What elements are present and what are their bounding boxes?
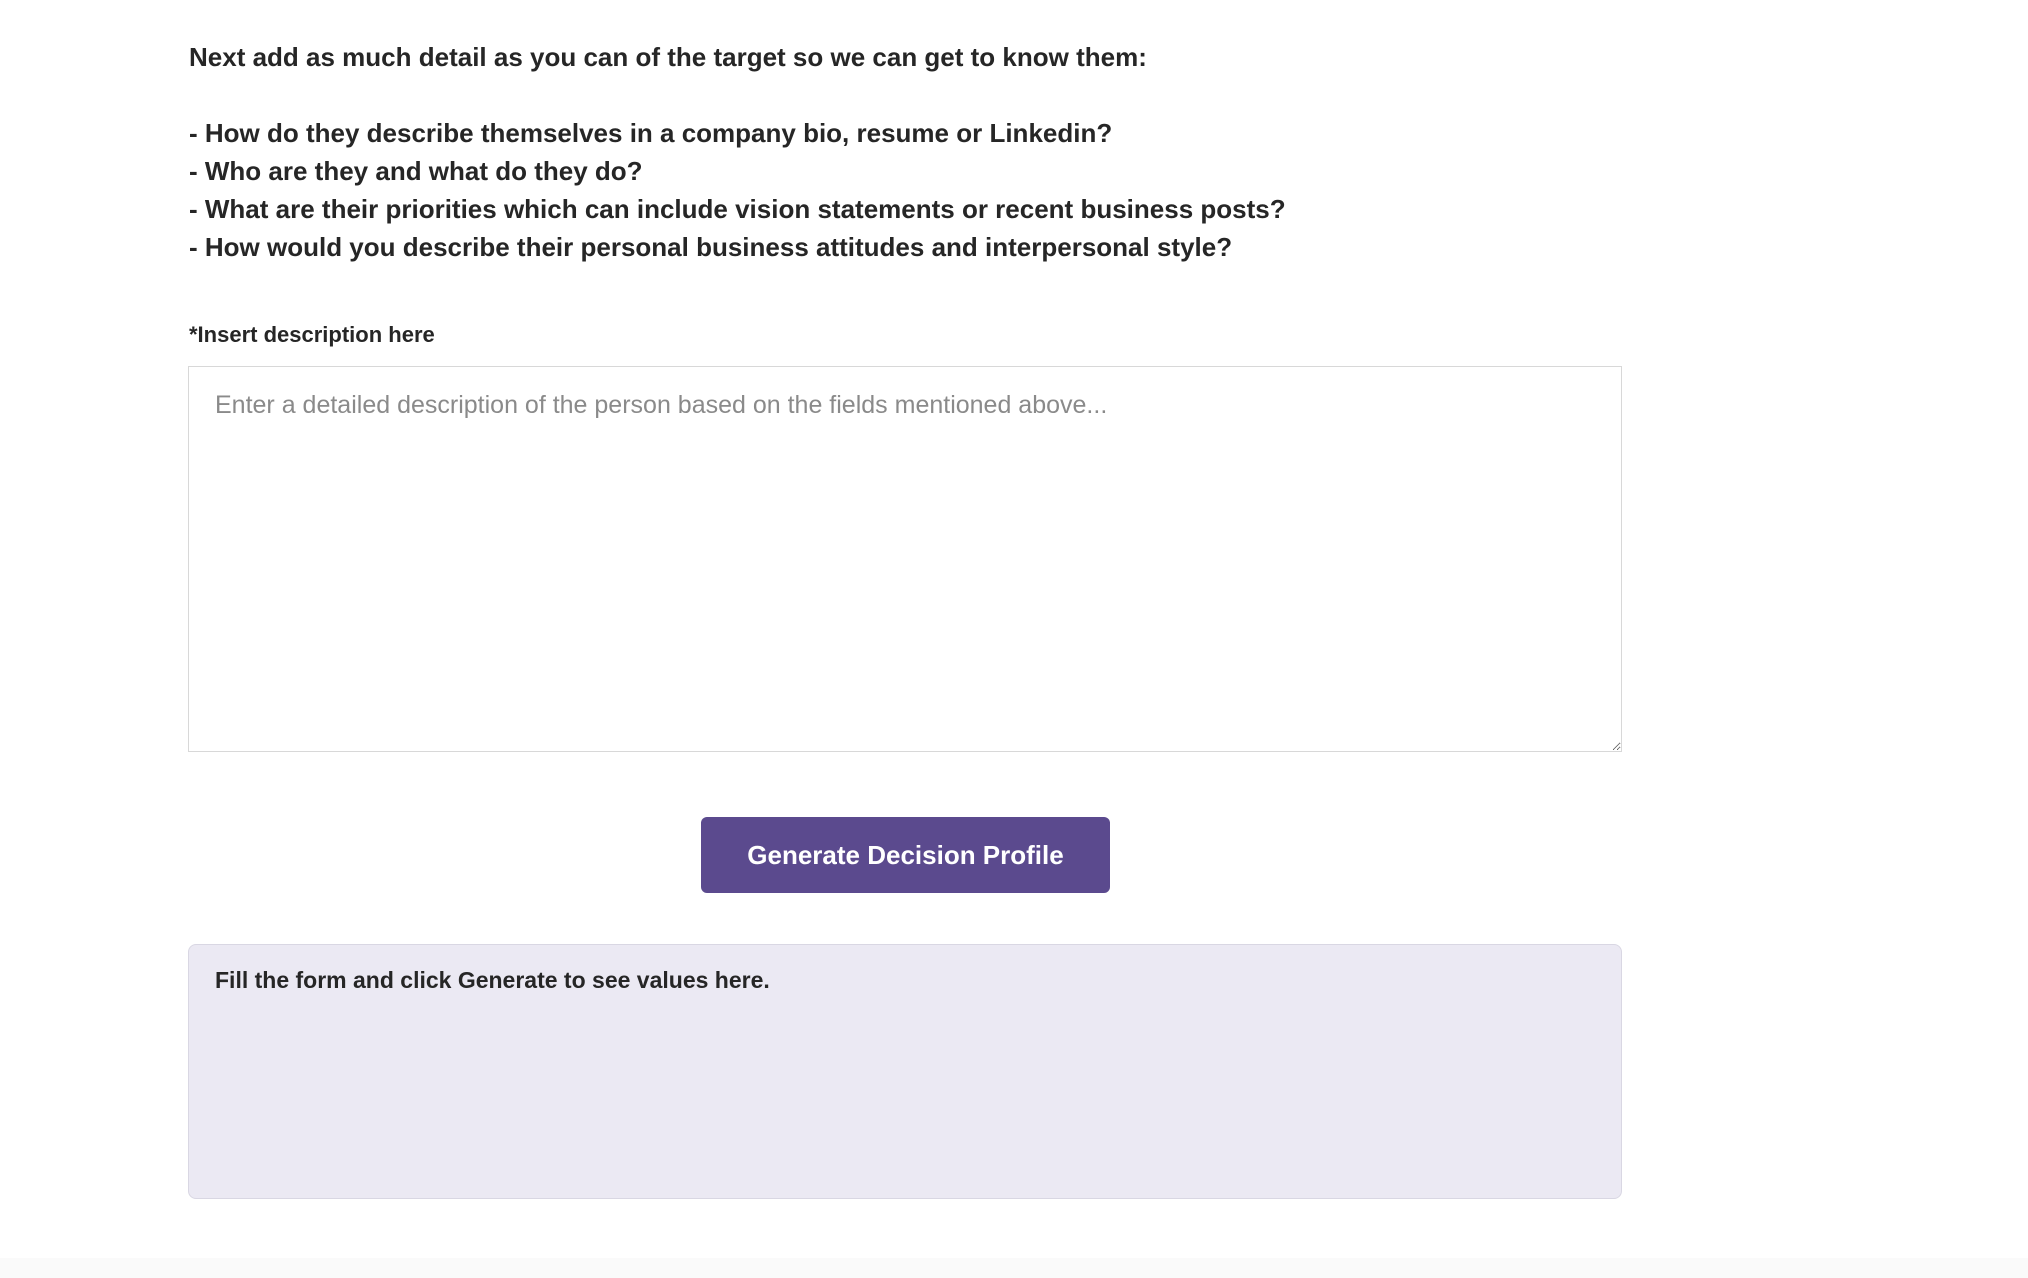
results-message: Fill the form and click Generate to see values here.	[215, 967, 770, 993]
description-textarea[interactable]	[188, 366, 1622, 752]
instructions	[189, 38, 1589, 266]
instruction-item: - How do they describe themselves in a company bio, resume or Linkedin?	[189, 118, 1113, 148]
instruction-item: - Who are they and what do they do?	[189, 156, 643, 186]
instruction-item: - How would you describe their personal business attitudes and interpersonal style?	[189, 232, 1233, 262]
description-label: *Insert description here	[189, 322, 435, 347]
instruction-item: - What are their priorities which can include vision statements or recent business posts?	[189, 194, 1286, 224]
page-footer-strip	[0, 1258, 2028, 1278]
instructions-list	[189, 114, 1589, 266]
instructions-heading: Next add as much detail as you can of the target so we can get to know them:	[189, 42, 1147, 72]
generate-decision-profile-button[interactable]: Generate Decision Profile	[701, 817, 1110, 893]
results-panel	[188, 944, 1622, 1199]
